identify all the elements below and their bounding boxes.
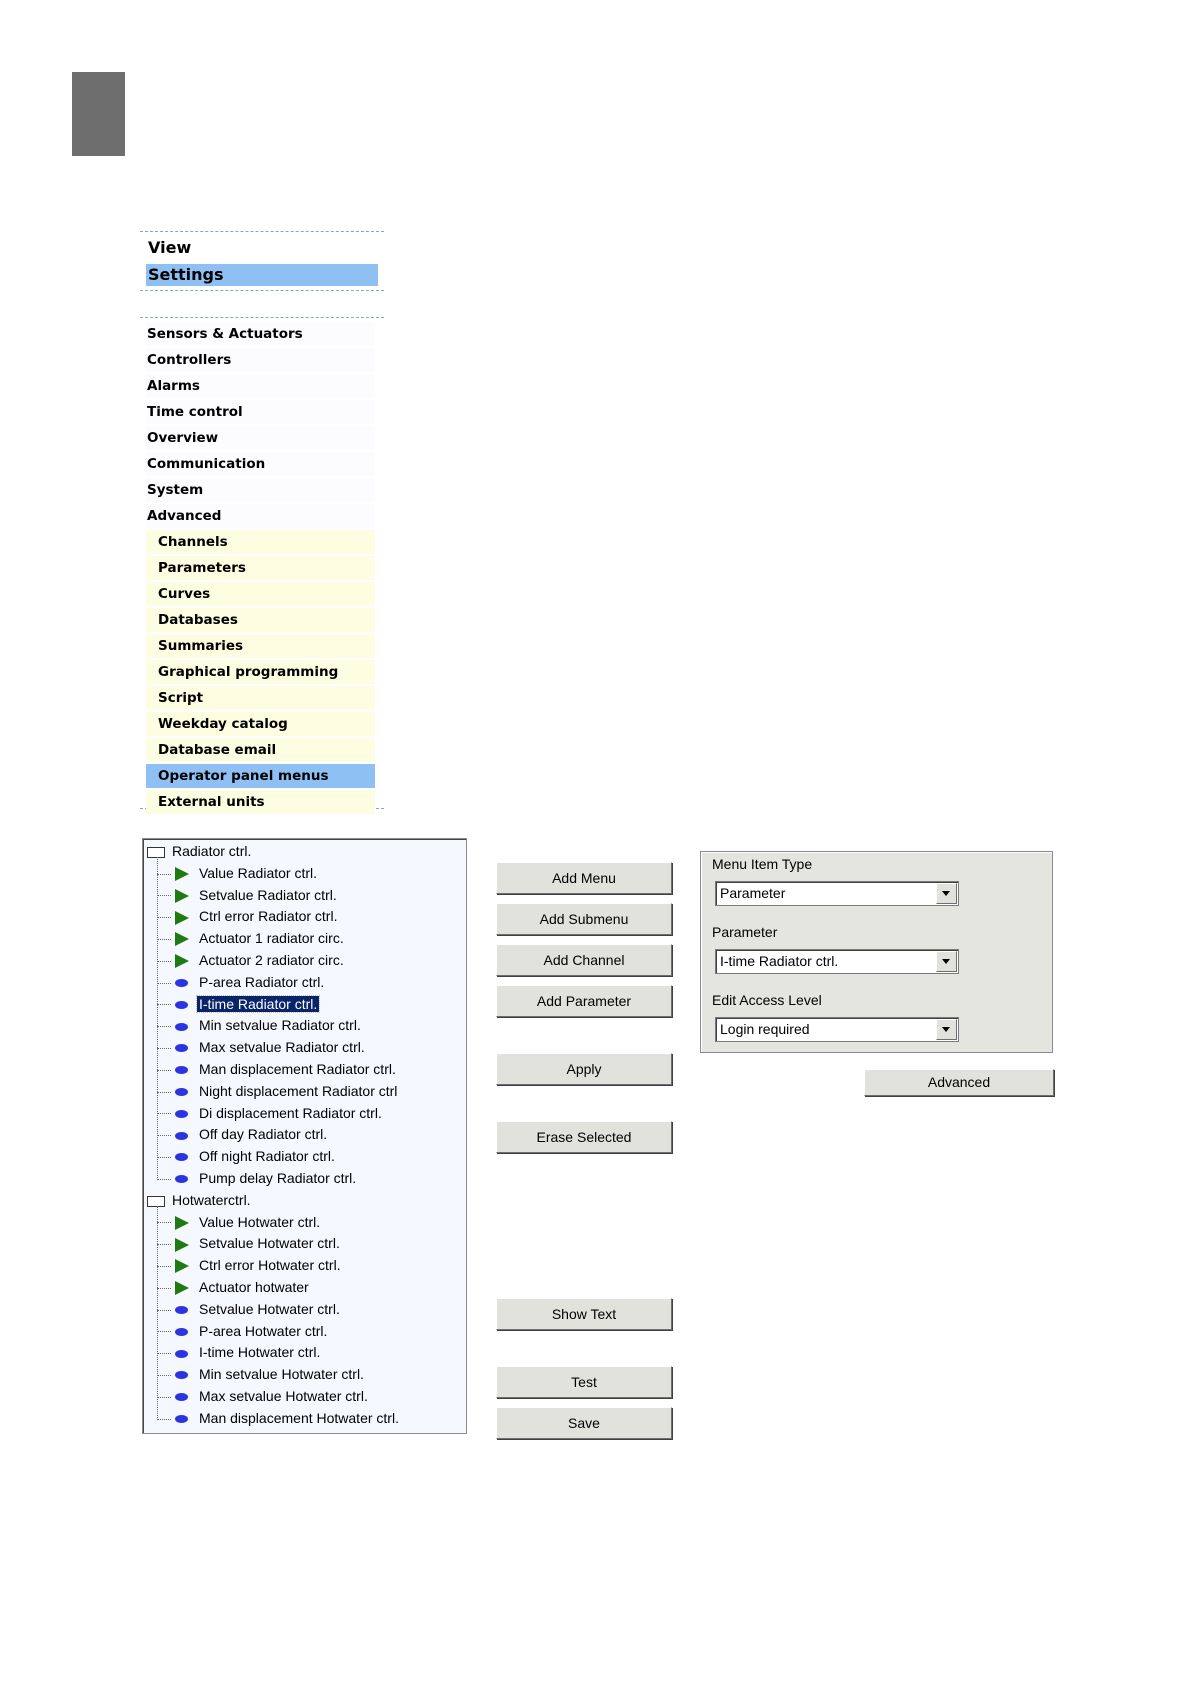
submenu-item-script[interactable]: Script: [146, 686, 375, 710]
menu-item-overview[interactable]: Overview: [146, 426, 375, 450]
tree-branch-line: [157, 1353, 171, 1354]
erase-selected-button[interactable]: Erase Selected: [496, 1121, 672, 1153]
tree-item-label: I-time Hotwater ctrl.: [199, 1344, 321, 1361]
menu-item-properties-panel: [700, 851, 1053, 1053]
tree-item-label: Off day Radiator ctrl.: [199, 1126, 328, 1143]
submenu-item-curves[interactable]: Curves: [146, 582, 375, 606]
tree-item-label: Max setvalue Radiator ctrl.: [199, 1039, 365, 1056]
parameter-icon: [175, 1023, 188, 1031]
tree-group-label: Hotwaterctrl.: [172, 1191, 251, 1208]
tree-branch-line: [157, 1222, 171, 1223]
parameter-label: Parameter: [712, 924, 778, 940]
tree-branch-line: [157, 1070, 171, 1071]
menu-item-communication[interactable]: Communication: [146, 452, 375, 476]
tree-branch-line: [157, 874, 171, 875]
add-menu-button[interactable]: Add Menu: [496, 862, 672, 894]
tree-item[interactable]: [157, 1059, 398, 1079]
tree-item-label: Value Hotwater ctrl.: [199, 1213, 321, 1230]
parameter-icon: [175, 1175, 188, 1183]
tree-item[interactable]: [157, 1364, 366, 1384]
tree-vertical-line: [157, 857, 158, 1178]
tree-item-label: P-area Hotwater ctrl.: [199, 1322, 328, 1339]
tree-item[interactable]: [157, 1168, 358, 1188]
tree-item[interactable]: [157, 1255, 343, 1275]
collapse-icon[interactable]: [147, 1196, 165, 1207]
parameter-icon: [175, 1066, 188, 1074]
channel-icon: [175, 911, 189, 925]
parameter-icon: [175, 1088, 188, 1096]
tree-item[interactable]: [157, 1212, 322, 1232]
tree-branch-line: [157, 917, 171, 918]
menu-tree-view[interactable]: [142, 838, 467, 1434]
channel-icon: [175, 1216, 189, 1230]
tree-item[interactable]: [157, 928, 346, 948]
tree-item[interactable]: [157, 1408, 401, 1428]
tree-item-label: Pump delay Radiator ctrl.: [199, 1170, 357, 1186]
tree-branch-line: [157, 961, 171, 962]
submenu-item-summaries[interactable]: Summaries: [146, 634, 375, 658]
tree-branch-line: [157, 1331, 171, 1332]
menu-item-sensors-actuators[interactable]: Sensors & Actuators: [146, 322, 375, 346]
tree-item[interactable]: [157, 1386, 370, 1406]
tree-branch-line: [157, 1419, 171, 1420]
edit-access-level-select[interactable]: [715, 1017, 959, 1042]
tree-item-label: Setvalue Radiator ctrl.: [199, 886, 337, 903]
submenu-item-external-units[interactable]: External units: [146, 790, 375, 814]
tree-item[interactable]: [157, 994, 319, 1014]
add-parameter-button[interactable]: Add Parameter: [496, 985, 672, 1017]
chevron-down-icon[interactable]: [936, 1019, 957, 1040]
parameter-select[interactable]: [715, 949, 959, 974]
menu-item-type-value: Parameter: [720, 885, 786, 901]
menu-item-advanced[interactable]: Advanced: [146, 504, 375, 528]
parameter-icon: [175, 1371, 188, 1379]
tree-item-label: Ctrl error Radiator ctrl.: [199, 908, 338, 925]
tree-item[interactable]: [157, 863, 319, 883]
tree-branch-line: [157, 1310, 171, 1311]
channel-icon: [175, 867, 189, 881]
tree-item-label: Value Radiator ctrl.: [199, 864, 318, 881]
tree-item[interactable]: [157, 1015, 363, 1035]
submenu-item-database-email[interactable]: Database email: [146, 738, 375, 762]
tree-group-label: Radiator ctrl.: [172, 843, 252, 859]
menu-item-type-select[interactable]: [715, 881, 959, 906]
tree-item[interactable]: [157, 1299, 342, 1319]
tree-branch-line: [157, 1092, 171, 1093]
submenu-item-parameters[interactable]: Parameters: [146, 556, 375, 580]
parameter-icon: [175, 1393, 188, 1401]
parameter-icon: [175, 1001, 188, 1009]
menu-item-alarms[interactable]: Alarms: [146, 374, 375, 398]
chevron-down-icon[interactable]: [936, 951, 957, 972]
submenu-item-channels[interactable]: Channels: [146, 530, 375, 554]
menu-item-controllers[interactable]: Controllers: [146, 348, 375, 372]
add-channel-button[interactable]: Add Channel: [496, 944, 672, 976]
tree-item[interactable]: [157, 972, 326, 992]
settings-menu: [140, 317, 384, 809]
tree-branch-line: [157, 1179, 171, 1180]
tree-item-label: I-time Radiator ctrl.: [199, 995, 318, 1012]
tree-item-label: Actuator hotwater: [199, 1279, 309, 1295]
tree-item-label: Off night Radiator ctrl.: [199, 1148, 335, 1165]
tree-item-label: Min setvalue Hotwater ctrl.: [199, 1366, 364, 1383]
tree-item-label: Min setvalue Radiator ctrl.: [199, 1017, 361, 1034]
tree-branch-line: [157, 1266, 171, 1267]
parameter-icon: [175, 1110, 188, 1118]
chevron-down-icon[interactable]: [936, 883, 957, 904]
tree-branch-line: [157, 1113, 171, 1114]
tree-item-label: Max setvalue Hotwater ctrl.: [199, 1388, 368, 1404]
parameter-icon: [175, 979, 188, 987]
tree-item[interactable]: [157, 950, 346, 970]
top-menu-settings[interactable]: Settings: [146, 264, 378, 286]
parameter-icon: [175, 1306, 188, 1314]
menu-item-type-label: Menu Item Type: [712, 856, 813, 872]
tree-branch-line: [157, 1288, 171, 1289]
tree-group-node[interactable]: [147, 841, 253, 861]
tree-item[interactable]: [157, 1146, 337, 1166]
edit-access-level-value: Login required: [720, 1021, 810, 1037]
tree-branch-line: [157, 1244, 171, 1245]
tree-item-label: Man displacement Hotwater ctrl.: [199, 1409, 399, 1426]
tree-item-label: Night displacement Radiator ctrl: [199, 1082, 398, 1099]
tree-item[interactable]: [157, 1321, 329, 1341]
tree-item[interactable]: [157, 1081, 399, 1101]
tree-item-label: Setvalue Hotwater ctrl.: [199, 1235, 340, 1252]
test-button[interactable]: Test: [496, 1366, 672, 1398]
parameter-icon: [175, 1328, 188, 1336]
tree-item-label: P-area Radiator ctrl.: [199, 973, 325, 990]
tree-branch-line: [157, 1026, 171, 1027]
top-menu-view[interactable]: View: [148, 238, 192, 257]
channel-icon: [175, 1238, 189, 1252]
save-button[interactable]: Save: [496, 1407, 672, 1439]
tree-item[interactable]: [157, 1124, 329, 1144]
advanced-button[interactable]: Advanced: [864, 1069, 1054, 1096]
tree-branch-line: [157, 1157, 171, 1158]
parameter-icon: [175, 1132, 188, 1140]
submenu-item-databases[interactable]: Databases: [146, 608, 375, 632]
parameter-icon: [175, 1415, 188, 1423]
tree-branch-line: [157, 895, 171, 896]
tree-branch-line: [157, 1397, 171, 1398]
collapse-icon[interactable]: [147, 847, 165, 858]
tree-branch-line: [157, 1004, 171, 1005]
tree-item-label: Actuator 2 radiator circ.: [199, 952, 344, 968]
channel-icon: [175, 1281, 189, 1295]
tree-item-label: Man displacement Radiator ctrl.: [199, 1061, 396, 1077]
apply-button[interactable]: Apply: [496, 1053, 672, 1085]
tree-item-label: Setvalue Hotwater ctrl.: [199, 1300, 340, 1317]
parameter-icon: [175, 1350, 188, 1358]
tree-branch-line: [157, 1135, 171, 1136]
tree-item[interactable]: [157, 906, 339, 926]
menu-item-system[interactable]: System: [146, 478, 375, 502]
parameter-icon: [175, 1044, 188, 1052]
tree-item[interactable]: [157, 1233, 342, 1253]
tree-branch-line: [157, 983, 171, 984]
parameter-icon: [175, 1153, 188, 1161]
show-text-button[interactable]: Show Text: [496, 1298, 672, 1330]
tree-branch-line: [157, 1375, 171, 1376]
channel-icon: [175, 932, 189, 946]
tree-group-node[interactable]: [147, 1190, 253, 1210]
submenu-item-operator-panel-menus[interactable]: Operator panel menus: [146, 764, 375, 788]
tree-item[interactable]: [157, 1037, 367, 1057]
top-menu: [140, 231, 384, 291]
tree-item[interactable]: [157, 1342, 322, 1362]
channel-icon: [175, 1259, 189, 1273]
add-submenu-button[interactable]: Add Submenu: [496, 903, 672, 935]
tree-vertical-line: [157, 1206, 158, 1418]
edit-access-level-label: Edit Access Level: [712, 992, 822, 1008]
tree-item-label: Actuator 1 radiator circ.: [199, 930, 344, 947]
tree-branch-line: [157, 939, 171, 940]
parameter-value: I-time Radiator ctrl.: [720, 953, 839, 969]
tree-item[interactable]: [157, 1277, 311, 1297]
channel-icon: [175, 889, 189, 903]
menu-item-time-control[interactable]: Time control: [146, 400, 375, 424]
tree-item-label: Ctrl error Hotwater ctrl.: [199, 1257, 341, 1274]
submenu-item-graphical-programming[interactable]: Graphical programming: [146, 660, 375, 684]
chapter-tab-marker: [72, 72, 125, 156]
tree-branch-line: [157, 1048, 171, 1049]
tree-item-label: Di displacement Radiator ctrl.: [199, 1104, 382, 1121]
submenu-item-weekday-catalog[interactable]: Weekday catalog: [146, 712, 375, 736]
tree-item[interactable]: [157, 885, 339, 905]
channel-icon: [175, 954, 189, 968]
tree-item[interactable]: [157, 1103, 384, 1123]
